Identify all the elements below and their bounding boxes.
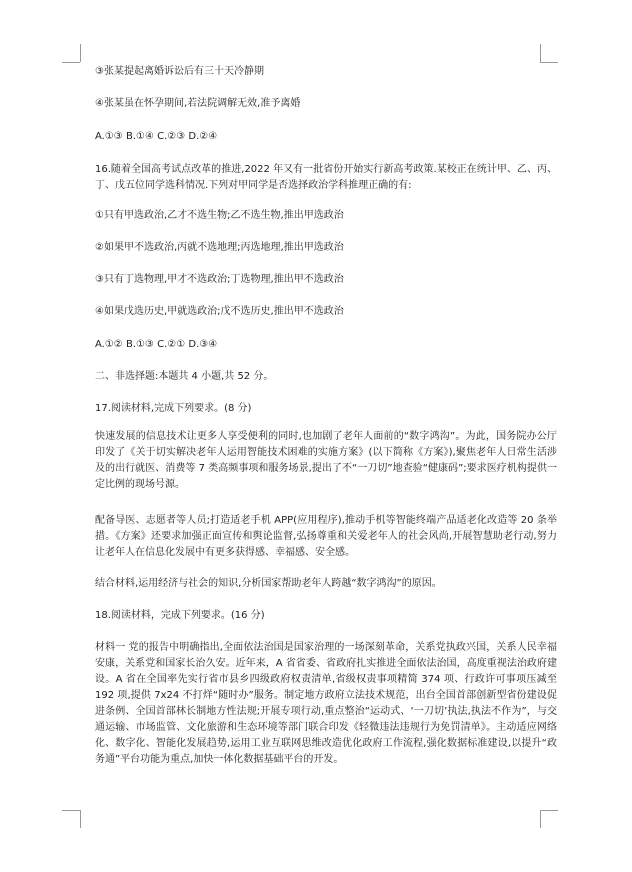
q18-material-1: 材料一 党的报告中明确指出,全面依法治国是国家治理的一场深刻革命，关系党执政兴国，关系人民幸福安康，关系党和国家长治久安。近年来，A 省省委、省政府扎实推进全面依法治国，高度重视法治政府建设。A 省在全国率先实行省市县乡四级政府权责清单,省级权责事项精简 374 项、行政许可事项压减至 192 项,提供 7x24 不打烊“随时办”服务。制定地方政府立法技术规范，出台全国首部创新型省份建设促进条例、全国首部林长制地方性法规;开展专项行动,重点整治“运动式、‘一刀切’执法,执法不作为”，与交通运输、市场监管、文化旅游和生态环境等部门联合印发《轻微违法违规行为免罚清单》。主动适应网络化、数字化、智能化发展趋势,运用工业互联网思维改造优化政府工作流程,强化数据标准建设,以提升“政务通”平台功能为重点,加快一体化数据基础平台的开发。: [95, 642, 557, 765]
q16-option-2: ②如果甲不选政治,丙就不选地理;丙选地理,推出甲选政治: [95, 242, 344, 253]
q17-question: 结合材料,运用经济与社会的知识,分析国家帮助老年人跨越“数字鸿沟”的原因。: [95, 578, 442, 589]
q16-answer-choices: A.①② B.①③ C.②① D.③④: [95, 339, 218, 350]
q17-paragraph: 配备导医、志愿者等人员;打造适老手机 APP(应用程序),推动手机等智能终端产品适老化改造等 20 条举措。《方案》还要求加强正面宣传和舆论监督,弘扬尊重和关爱老年人的社会风尚,开展智慧助老行动,努力让老年人在信息化发展中有更多获得感、幸福感、安全感。: [95, 515, 557, 558]
crop-mark: [80, 44, 81, 62]
crop-mark: [62, 62, 80, 63]
q16-option-4: ④如果戊选历史,甲就选政治;戊不选历史,推出甲不选政治: [95, 306, 344, 317]
q15-option-4: ④张某虽在怀孕期间,若法院调解无效,准予离婚: [95, 98, 301, 109]
q15-option-3: ③张某提起离婚诉讼后有三十天冷静期: [95, 66, 264, 77]
crop-mark: [80, 810, 81, 828]
q18-title: 18.阅读材料，完成下列要求。(16 分): [95, 610, 265, 621]
crop-mark: [540, 62, 558, 63]
crop-mark: [540, 810, 558, 811]
q16-option-3: ③只有丁选物理,甲才不选政治;丁选物理,推出甲不选政治: [95, 274, 344, 285]
q16-stem: 16.随着全国高考试点改革的推进,2022 年又有一批省份开始实行新高考政策.某校正在统计甲、乙、丙、丁、戊五位同学选科情况.下列对甲同学是否选择政治学科推理正确的有:: [95, 164, 557, 191]
crop-mark: [540, 810, 541, 828]
q16-option-1: ①只有甲选政治,乙才不选生物;乙不选生物,推出甲选政治: [95, 210, 344, 221]
q17-paragraph: 快速发展的信息技术让更多人享受便利的同时,也加剧了老年人面前的“数字鸿沟”。为此，国务院办公厅印发了《关于切实解决老年人运用智能技术困难的实施方案》(以下简称《方案》),聚焦老年人日常生活涉及的出行就医、消费等 7 类高频事项和服务场景,提出了不“一刀切”地查验“健康码”;要求医疗机构提供一定比例的现场号源。: [95, 431, 557, 490]
crop-mark: [62, 810, 80, 811]
q17-title: 17.阅读材料,完成下列要求。(8 分): [95, 403, 252, 414]
q15-answer-choices: A.①③ B.①④ C.②③ D.②④: [95, 131, 218, 142]
section-2-heading: 二、非选择题:本题共 4 小题,共 52 分。: [95, 371, 274, 382]
crop-mark: [540, 44, 541, 62]
